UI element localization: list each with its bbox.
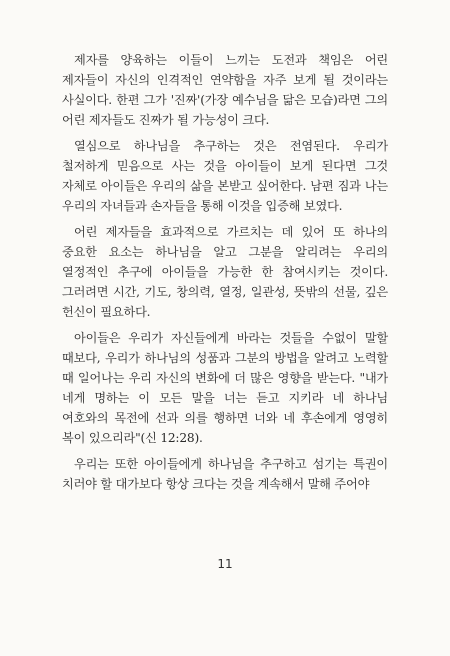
page-number: 11: [217, 557, 233, 571]
paragraph-3: 어린 제자들을 효과적으로 가르치는 데 있어 또 하나의 중요한 요소는 하나님을 알고 그분을 알리려는 우리의 열정적인 추구에 아이들을 가능한 한 참여시키는 것이다. 그러려면 시간, 기도, 창의력, 열정, 일관성, 뜻밖의 선물, 깊은 헌신이 필요하다.: [62, 225, 388, 319]
paragraph-2: 열심으로 하나님을 추구하는 것은 전염된다. 우리가 철저하게 믿음으로 사는 것을 아이들이 보게 된다면 그것 자체로 아이들은 우리의 삶을 본받고 싶어한다. 남편 짐과 나는 우리의 자녀들과 손자들을 통해 이것을 입증해 보였다.: [62, 139, 388, 213]
paragraph-4: 아이들은 우리가 자신들에게 바라는 것들을 수없이 말할 때보다, 우리가 하나님의 성품과 그분의 방법을 알려고 노력할 때 일어나는 우리 자신의 변화에 더 많은 영향을 받는다. "내가 네게 명하는 이 모든 말을 너는 듣고 지키라 네 하나님 여호와의 목전에 선과 의를 행하면 너와 네 후손에게 영영히 복이 있으리라"(신 12:28).: [62, 331, 388, 445]
paragraph-1: 제자를 양육하는 이들이 느끼는 도전과 책임은 어린 제자들이 자신의 인격적인 연약함을 자주 보게 될 것이라는 사실이다. 한편 그가 '진짜'(가장 예수님을 닮은 모습)라면 그의 어린 제자들도 진짜가 될 가능성이 크다.: [62, 53, 388, 127]
body-text: [62, 50, 388, 500]
paragraph-5: 우리는 또한 아이들에게 하나님을 추구하고 섬기는 특권이 치러야 할 대가보다 항상 크다는 것을 계속해서 말해 주어야: [62, 457, 388, 491]
